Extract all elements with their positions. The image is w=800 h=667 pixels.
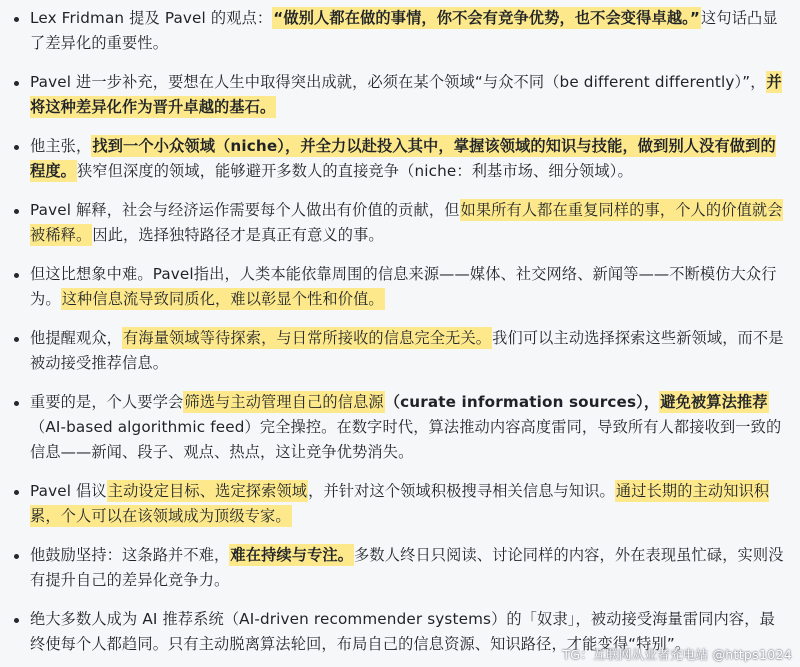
note-item [10, 6, 784, 56]
bullet-dot-icon [14, 618, 19, 623]
note-text: 狭窄但深度的领域，能够避开多数人的直接竞争（niche：利基市场、细分领域）。 [77, 162, 633, 180]
highlighted-text: 有海量领域等待探索，与日常所接收的信息完全无关。 [123, 329, 492, 347]
note-item [10, 134, 784, 184]
highlighted-text: 这种信息流导致同质化，难以彰显个性和价值。 [61, 290, 384, 308]
highlighted-text: 通过长期的主动知识积累，个人可以在该领域成为顶级专家。 [30, 482, 770, 525]
note-text: Pavel 解释，社会与经济运作需要每个人做出有价值的贡献，但 [30, 201, 460, 219]
note-text: （curate information sources）， [384, 393, 660, 411]
highlighted-text: “做别人都在做的事情，你不会有竞争优势，也不会变得卓越。” [273, 9, 701, 27]
watermark: TG：互联网从业者充电站 @https1024 [562, 647, 792, 662]
bullet-dot-icon [14, 490, 19, 495]
notes-list [10, 6, 784, 657]
bullet-dot-icon [14, 145, 19, 150]
note-text: 因此，选择独特路径才是真正有意义的事。 [92, 226, 384, 244]
bullet-dot-icon [14, 401, 19, 406]
bullet-dot-icon [14, 17, 19, 22]
note-text: 但这比想象中难。Pavel指出，人类本能依靠周围的信息来源——媒体、社交网络、新闻等——不断模仿大众行为。 [30, 265, 777, 308]
note-text: 这句话凸显了差异化的重要性。 [30, 9, 778, 52]
highlighted-text: 主动设定目标、选定探索领域 [107, 482, 308, 500]
note-text: 重要的是，个人要学会 [30, 393, 184, 411]
highlighted-text: 难在持续与专注。 [230, 546, 354, 564]
note-item [10, 262, 784, 312]
note-text: ，并针对这个领域积极搜寻相关信息与知识。 [308, 482, 615, 500]
highlighted-text: 如果所有人都在重复同样的事，个人的价值就会被稀释。 [30, 201, 783, 244]
bullet-dot-icon [14, 337, 19, 342]
note-text: 他提醒观众， [30, 329, 123, 347]
note-text: Lex Fridman 提及 Pavel 的观点： [30, 9, 273, 27]
note-item [10, 543, 784, 593]
highlighted-text: 并将这种差异化作为晋升卓越的基石。 [30, 73, 782, 116]
note-text: 绝大多数人成为 AI 推荐系统（AI-driven recommender systems）的「奴隶」，被动接受海量雷同内容，最终使每个人都趋同。只有主动脱离算法轮回，布局自己的信息资源、知识路径，才能变得“特别”。 [30, 610, 775, 653]
highlighted-text: 避免被算法推荐 [660, 393, 768, 411]
bullet-dot-icon [14, 81, 19, 86]
note-item [10, 390, 784, 465]
note-text: 我们可以主动选择探索这些新领域，而不是被动接受推荐信息。 [30, 329, 784, 372]
note-text: Pavel 倡议 [30, 482, 107, 500]
bullet-dot-icon [14, 209, 19, 214]
note-text: 多数人终日只阅读、讨论同样的内容，外在表现虽忙碌，实则没有提升自己的差异化竞争力。 [30, 546, 784, 589]
note-text: （AI-based algorithmic feed）完全操控。在数字时代，算法推动内容高度雷同，导致所有人都接收到一致的信息——新闻、段子、观点、热点，这让竞争优势消失。 [30, 418, 782, 461]
bullet-dot-icon [14, 554, 19, 559]
note-item [10, 479, 784, 529]
note-text: 他主张， [30, 137, 92, 155]
bullet-dot-icon [14, 273, 19, 278]
note-item [10, 70, 784, 120]
highlighted-text: 找到一个小众领域（niche），并全力以赴投入其中，掌握该领域的知识与技能，做到别人没有做到的程度。 [30, 137, 776, 180]
note-text: Pavel 进一步补充，要想在人生中取得突出成就，必须在某个领域“与众不同（be different differently）”， [30, 73, 766, 91]
note-item [10, 198, 784, 248]
note-item [10, 326, 784, 376]
note-text: 他鼓励坚持：这条路并不难， [30, 546, 230, 564]
highlighted-text: 筛选与主动管理自己的信息源 [184, 393, 384, 411]
